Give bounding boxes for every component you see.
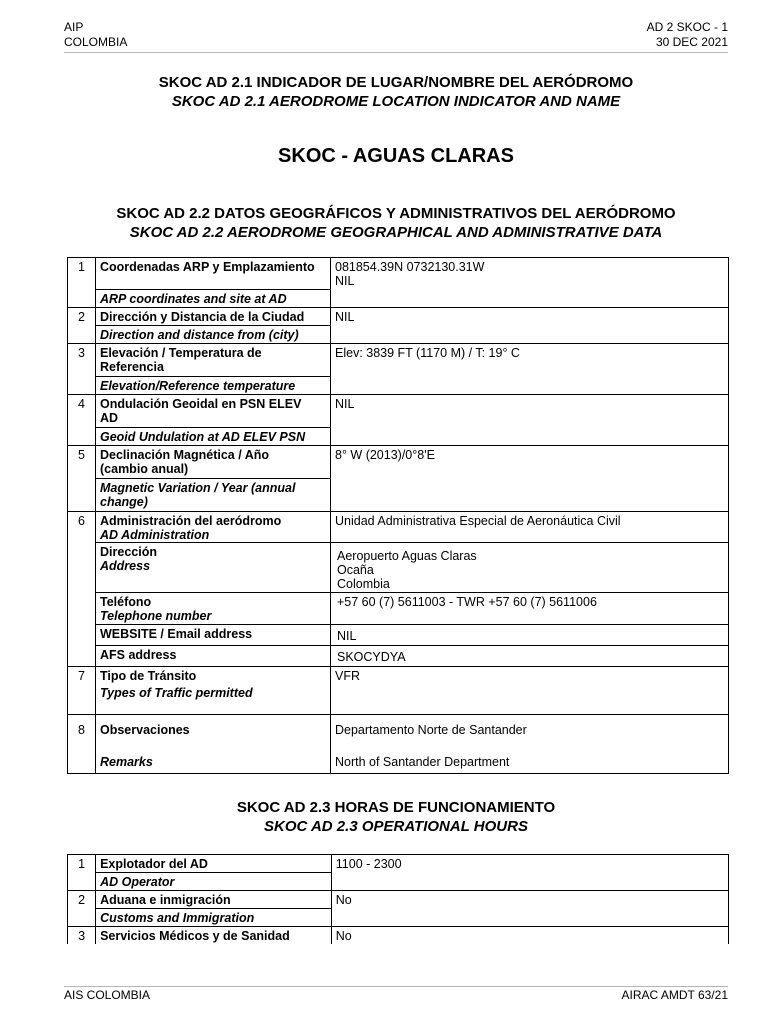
section-22-title-es: SKOC AD 2.2 DATOS GEOGRÁFICOS Y ADMINISTRATIVOS DEL AERÓDROMO [116,205,676,222]
table-row [68,543,729,593]
operational-hours-table [67,854,729,944]
table-row [68,593,729,625]
label-en: Remarks [96,753,331,774]
address-line: Colombia [337,577,390,591]
section-21-title-es: SKOC AD 2.1 INDICADOR DE LUGAR/NOMBRE DEL AERÓDROMO [158,74,634,91]
row-number: 1 [68,258,96,308]
label-en: Customs and Immigration [96,909,332,927]
table-row [68,446,729,479]
label-es-line1: Ondulación Geoidal en PSN ELEV [100,397,302,411]
label-es: Observaciones [96,715,331,754]
phone-label-es: Teléfono [100,595,152,609]
label-es: Dirección y Distancia de la Ciudad [96,308,331,326]
header-right [647,20,728,50]
row-number: 7 [68,667,96,715]
arp-coordinates: 081854.39N 0732130.31W [335,260,485,274]
label-es: Servicios Médicos y de Sanidad [96,927,332,945]
table-row [68,308,729,326]
label-en: Elevation/Reference temperature [96,377,331,395]
label-en-line2: change) [100,495,148,509]
table-row [68,667,729,685]
table-row [68,753,729,774]
table-row [68,646,729,667]
value-cell: VFR [331,667,729,715]
address-line: Aeropuerto Aguas Claras [337,549,477,563]
footer-right: AIRAC AMDT 63/21 [621,988,728,1002]
section-21-title-en: SKOC AD 2.1 AERODROME LOCATION INDICATOR AND NAME [171,93,621,110]
table-row [68,891,729,909]
header-left [64,20,127,50]
table-row [68,625,729,646]
value-cell: 1100 - 2300 [331,855,728,891]
address-label-es: Dirección [100,545,157,559]
label-es-line2: Referencia [100,360,164,374]
phone-label-en: Telephone number [100,609,212,623]
label-es: Tipo de Tránsito [96,667,331,685]
table-row [68,512,729,543]
label-es-line2: AD [100,411,119,425]
address-label [96,543,331,593]
section-23-title-en: SKOC AD 2.3 OPERATIONAL HOURS [264,818,528,835]
label-es: Coordenadas ARP y Emplazamiento [96,258,331,290]
section-23-title-es: SKOC AD 2.3 HORAS DE FUNCIONAMIENTO [236,799,556,816]
section-22-title-en: SKOC AD 2.2 AERODROME GEOGRAPHICAL AND ADMINISTRATIVE DATA [129,224,663,241]
label-es [96,395,331,428]
table-row [68,344,729,377]
row-number: 3 [68,344,96,395]
value-cell: Elev: 3839 FT (1170 M) / T: 19° C [331,344,729,395]
value-cell: No [331,891,728,927]
label-es [96,344,331,377]
admin-label-en: AD Administration [100,528,210,542]
row-number: 6 [68,512,96,667]
header-date: 30 DEC 2021 [655,35,728,49]
footer-rule [64,986,728,987]
header-aip: AIP [64,20,84,34]
label-es: Explotador del AD [96,855,332,873]
row-number: 8 [68,715,96,774]
phone-value: +57 60 (7) 5611003 - TWR +57 60 (7) 5611006 [331,593,729,625]
footer-left: AIS COLOMBIA [64,988,151,1002]
table-row [68,927,729,945]
value-en: North of Santander Department [331,753,729,774]
afs-label: AFS address [96,646,331,667]
admin-label [96,512,331,543]
label-es: Aduana e inmigración [96,891,332,909]
section-21-title [64,73,728,111]
section-23-title [64,798,728,836]
row-number: 1 [68,855,96,891]
row-number: 5 [68,446,96,512]
label-es-line1: Declinación Magnética / Año [100,448,270,462]
table-row [68,715,729,754]
admin-label-es: Administración del aeródromo [100,514,282,528]
row-number: 2 [68,308,96,344]
address-value [331,543,729,593]
label-es-line2: (cambio anual) [100,462,189,476]
aerodrome-name: SKOC - AGUAS CLARAS [278,145,514,167]
table-row [68,395,729,428]
row-number: 4 [68,395,96,446]
label-en: ARP coordinates and site at AD [96,290,331,308]
label-en-line1: Magnetic Variation / Year (annual [100,481,296,495]
afs-value: SKOCYDYA [331,646,729,667]
section-22-title [64,204,728,242]
label-es [96,446,331,479]
table-row [68,855,729,873]
label-en: Geoid Undulation at AD ELEV PSN [96,428,331,446]
row-number: 2 [68,891,96,927]
address-line: Ocaña [337,563,374,577]
label-es-line1: Elevación / Temperatura de [100,346,262,360]
label-en [96,479,331,512]
label-en: Direction and distance from (city) [96,326,331,344]
value-es: Departamento Norte de Santander [331,715,729,754]
admin-value: Unidad Administrativa Especial de Aeronáutica Civil [331,512,729,543]
header-rule [64,52,728,53]
header-country: COLOMBIA [64,35,128,49]
label-en: AD Operator [96,873,332,891]
label-en: Types of Traffic permitted [96,684,331,715]
value-cell: NIL [331,308,729,344]
geo-admin-table [67,257,729,774]
value-cell [331,258,729,308]
address-label-en: Address [100,559,151,573]
table-row [68,258,729,290]
value-cell: No [331,927,728,945]
site-value: NIL [335,274,355,288]
web-label: WEBSITE / Email address [96,625,331,646]
web-value: NIL [331,625,729,646]
value-cell: 8° W (2013)/0°8'E [331,446,729,512]
phone-label [96,593,331,625]
value-cell: NIL [331,395,729,446]
row-number: 3 [68,927,96,945]
header-page-ref: AD 2 SKOC - 1 [646,20,728,34]
